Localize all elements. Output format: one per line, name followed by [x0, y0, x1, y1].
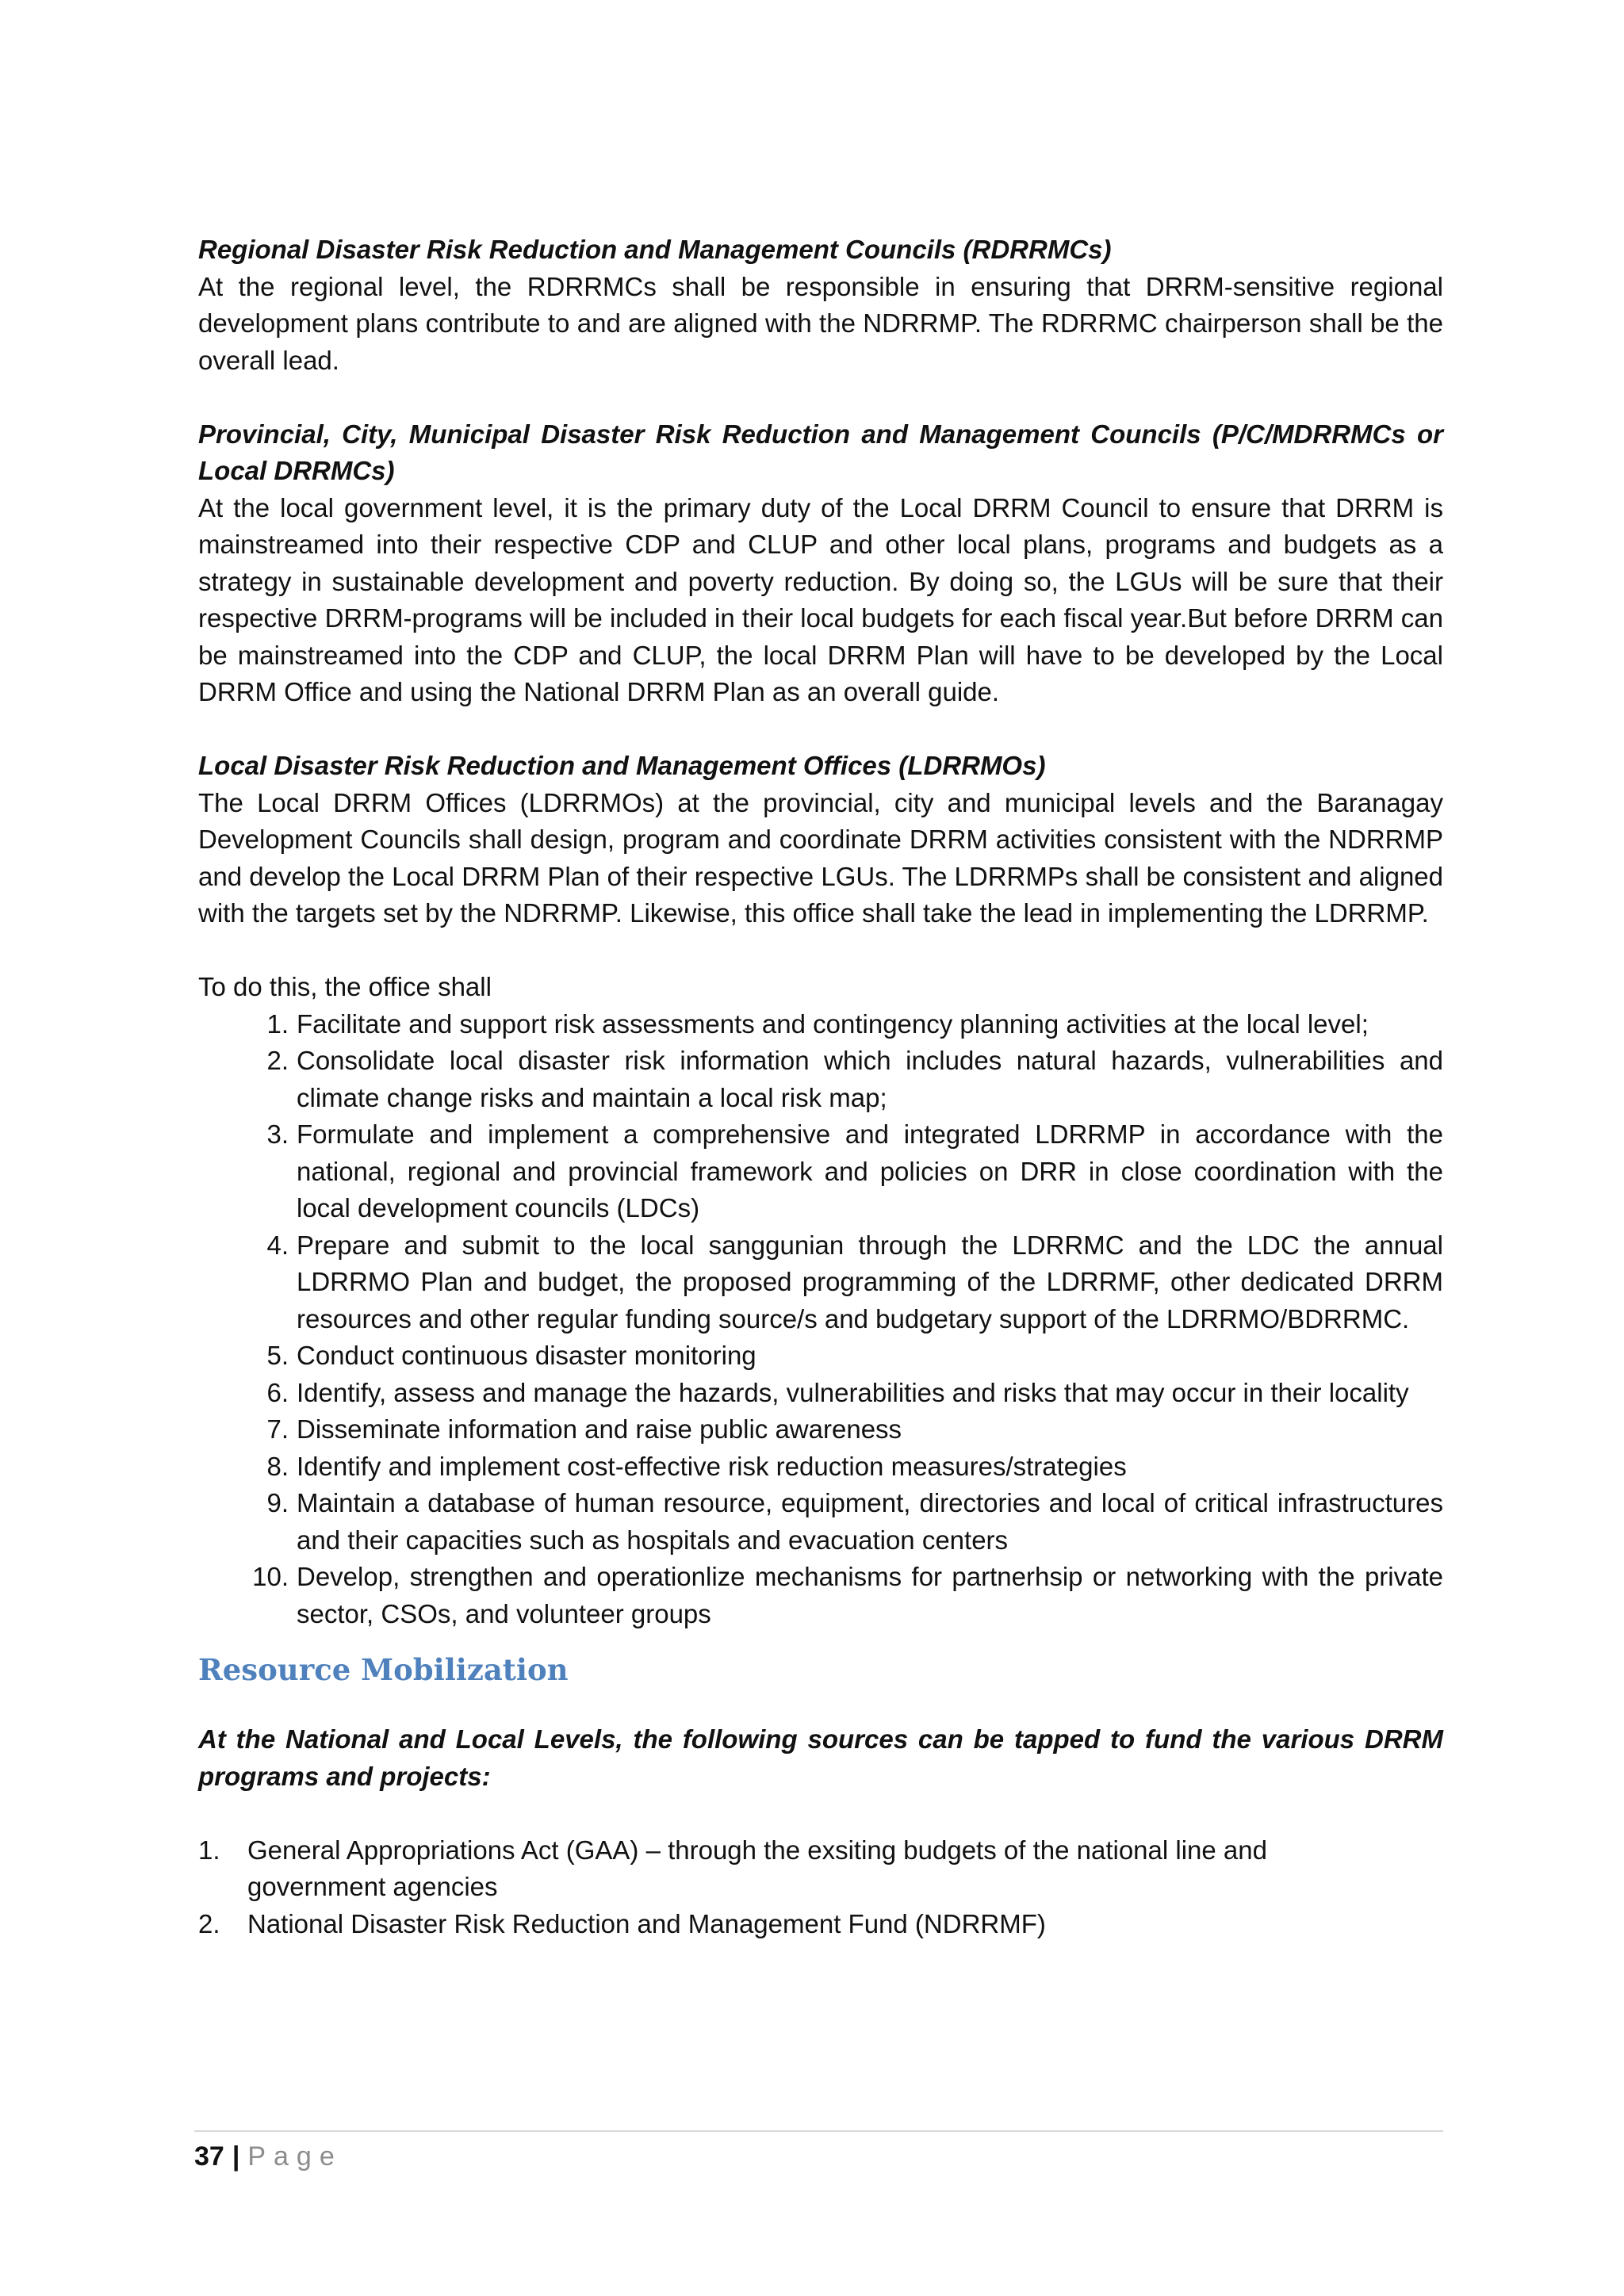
- list-item-number: 9.: [266, 1488, 289, 1517]
- list-item-number: 2.: [198, 1908, 220, 1938]
- page-footer: [194, 2130, 1443, 2172]
- list-item-text: Maintain a database of human resource, equipment, directories and local of critical infrastructures and their capacities such as hospitals and evacuation centers: [297, 1488, 1443, 1555]
- local-councils-paragraph: At the local government level, it is the primary duty of the Local DRRM Council to ensure that DRRM is mainstreamed into their respective CDP and CLUP and other local plans, programs and budgets as a strategy in sustainable development and poverty reduction. By doing so, the LGUs will be sure that their respective DRRM-programs will be included in their local budgets for each fiscal year.But before DRRM can be mainstreamed into the CDP and CLUP, the local DRRM Plan will have to be developed by the Local DRRM Office and using the National DRRM Plan as an overall guide.: [198, 492, 1444, 706]
- list-item-text: Consolidate local disaster risk information which includes natural hazards, vulnerabilities and climate change risks and maintain a local risk map;: [297, 1046, 1443, 1112]
- list-item-text: Develop, strengthen and operationlize mechanisms for partnerhsip or networking with the private sector, CSOs, and volunteer groups: [297, 1562, 1443, 1628]
- list-item: [198, 1559, 1443, 1632]
- local-councils-section: [198, 416, 1443, 711]
- local-offices-heading: Local Disaster Risk Reduction and Management Offices (LDRRMOs): [198, 751, 1046, 780]
- list-item: [198, 1227, 1443, 1338]
- list-item: [198, 1485, 1443, 1559]
- list-item-number: 2.: [266, 1046, 289, 1075]
- list-item: [198, 1043, 1443, 1116]
- local-offices-paragraph: The Local DRRM Offices (LDRRMOs) at the provincial, city and municipal levels and the Baranagay Development Councils shall design, program and coordinate DRRM activities consistent with the NDRRMP and develop the Local DRRM Plan of their respective LGUs. The LDRRMPs shall be consistent and aligned with the targets set by the NDRRMP. Likewise, this office shall take the lead in implementing the LDRRMP.: [198, 787, 1443, 928]
- list-item-number: 4.: [266, 1230, 289, 1260]
- list-item-text: Prepare and submit to the local sanggunian through the LDRRMC and the LDC the annual LDRRMO Plan and budget, the proposed programming of the LDRRMF, other dedicated DRRM resources and other regular funding source/s and budgetary support of the LDRRMO/BDRRMC.: [297, 1230, 1443, 1334]
- list-item: [198, 1832, 1443, 1906]
- page-label: Page: [247, 2141, 343, 2172]
- list-item: [198, 1411, 1443, 1448]
- rdrrmc-section: [198, 232, 1443, 379]
- list-item: [198, 1116, 1443, 1227]
- rdrrmc-heading: Regional Disaster Risk Reduction and Management Councils (RDRRMCs): [198, 235, 1112, 264]
- local-offices-section: [198, 748, 1443, 932]
- list-item-text: Identify, assess and manage the hazards, vulnerabilities and risks that may occur in their locality: [297, 1377, 1409, 1407]
- list-item-text: Identify and implement cost-effective risk reduction measures/strategies: [297, 1451, 1127, 1481]
- resource-intro: At the National and Local Levels, the following sources can be tapped to fund the various DRRM programs and projects:: [198, 1724, 1443, 1791]
- list-item-number: 7.: [266, 1414, 289, 1444]
- rdrrmc-paragraph: At the regional level, the RDRRMCs shall be responsible in ensuring that DRRM-sensitive regional development plans contribute to and are aligned with the NDRRMP. The RDRRMC chairperson shall be the overall lead.: [198, 271, 1443, 375]
- document-page: [198, 232, 1443, 1942]
- list-item-number: 6.: [266, 1377, 289, 1407]
- list-item-number: 10.: [252, 1562, 289, 1591]
- list-item-number: 1.: [266, 1008, 289, 1039]
- page-number: 37: [194, 2141, 224, 2172]
- tasks-list: [198, 1006, 1443, 1633]
- tasks-intro: To do this, the office shall: [198, 972, 492, 1001]
- list-item: [198, 1375, 1443, 1412]
- list-item-text: Conduct continuous disaster monitoring: [297, 1341, 756, 1370]
- resource-mobilization-heading: Resource Mobilization: [198, 1652, 569, 1687]
- list-item-number: 1.: [198, 1835, 220, 1865]
- list-item-text: Formulate and implement a comprehensive and integrated LDRRMP in accordance with the national, regional and provincial framework and policies on DRR in close coordination with the local development councils (LDCs): [297, 1119, 1443, 1223]
- list-item-number: 3.: [266, 1119, 289, 1149]
- list-item-text: National Disaster Risk Reduction and Management Fund (NDRRMF): [247, 1908, 1046, 1938]
- page-separator: |: [232, 2141, 240, 2172]
- list-item-text: Disseminate information and raise public awareness: [297, 1414, 902, 1444]
- list-item: [198, 1906, 1443, 1943]
- list-item: [198, 1006, 1443, 1043]
- list-item-text: Facilitate and support risk assessments and contingency planning activities at the local level;: [297, 1008, 1369, 1039]
- list-item-number: 8.: [266, 1451, 289, 1481]
- resource-intro-section: [198, 1721, 1443, 1795]
- local-councils-heading: Provincial, City, Municipal Disaster Risk Reduction and Management Councils (P/C/MDRRMCs or Local DRRMCs): [198, 419, 1443, 485]
- list-item-number: 5.: [266, 1341, 289, 1370]
- list-item-text: General Appropriations Act (GAA) – through the exsiting budgets of the national line and government agencies: [247, 1835, 1267, 1901]
- tasks-section: [198, 969, 1443, 1632]
- list-item: [198, 1448, 1443, 1486]
- sources-list: [198, 1832, 1443, 1943]
- list-item: [198, 1337, 1443, 1375]
